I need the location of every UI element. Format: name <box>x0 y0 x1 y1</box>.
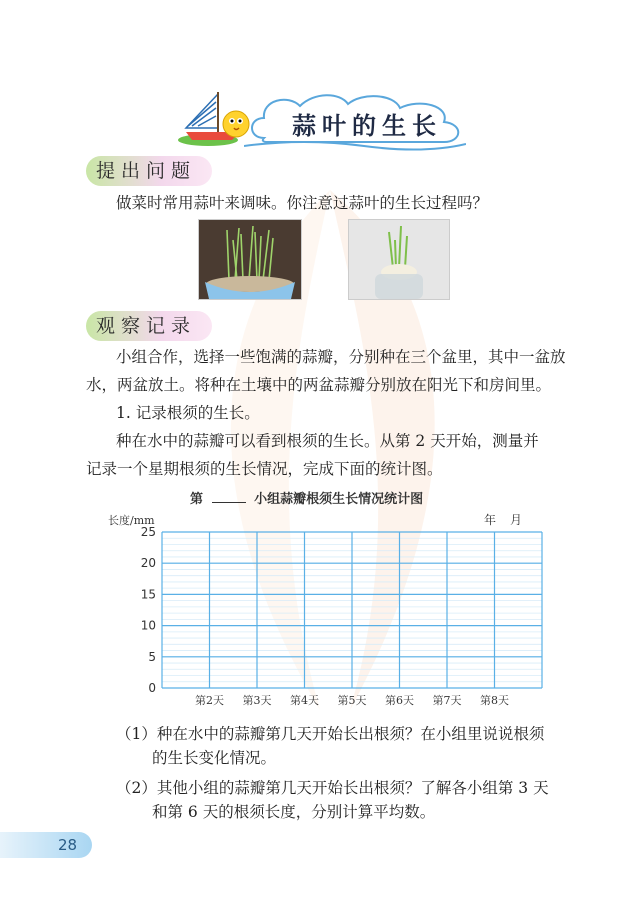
section-label-text: 提出问题 <box>96 160 197 182</box>
x-tick-label: 第8天 <box>480 694 509 707</box>
question-2-line-1: （2）其他小组的蒜瓣第几天开始长出根须？了解各小组第 3 天 <box>116 779 549 797</box>
photo-garlic-in-water <box>348 219 450 300</box>
x-tick-label: 第3天 <box>242 694 272 707</box>
y-tick-label: 10 <box>140 618 156 633</box>
date-year-label: 年 <box>484 513 497 527</box>
y-tick-label: 5 <box>148 649 156 664</box>
page-title: 蒜叶的生长 <box>292 112 442 140</box>
question-1-line-1: （1）种在水中的蒜瓣第几天开始长出根须？在小组里说说根须 <box>116 725 545 743</box>
y-tick-label: 25 <box>140 525 156 539</box>
x-tick-label: 第4天 <box>290 694 319 707</box>
intro-text: 做菜时常用蒜叶来调味。你注意过蒜叶的生长过程吗？ <box>116 194 489 212</box>
x-tick-label: 第5天 <box>337 694 367 707</box>
group-number-blank[interactable] <box>212 502 246 503</box>
y-tick-label: 20 <box>140 556 156 571</box>
date-month-label: 月 <box>510 513 523 527</box>
paragraph-1-line-1: 小组合作，选择一些饱满的蒜瓣，分别种在三个盆里，其中一盆放 <box>116 348 566 366</box>
photo-garlic-in-soil <box>198 219 302 300</box>
question-2-line-2: 和第 6 天的根须长度，分别计算平均数。 <box>152 803 436 821</box>
section-label-observe-record <box>86 311 226 341</box>
paragraph-2-line-2: 记录一个星期根须的生长情况，完成下面的统计图。 <box>86 460 443 478</box>
x-tick-label: 第6天 <box>385 694 414 707</box>
page-number-tab <box>0 832 92 858</box>
x-tick-label: 第7天 <box>432 694 462 707</box>
y-axis-label: 长度/mm <box>108 514 155 527</box>
section-label-raise-question <box>86 156 226 186</box>
y-tick-label: 15 <box>140 587 156 602</box>
x-tick-label: 第2天 <box>195 694 224 707</box>
item-1-heading: 1. 记录根须的生长。 <box>116 404 260 422</box>
page-number: 28 <box>58 836 78 854</box>
chart-title <box>190 488 423 507</box>
root-growth-chart <box>100 510 550 710</box>
paragraph-1-line-2: 水，两盆放土。将种在土壤中的两盆蒜瓣分别放在阳光下和房间里。 <box>86 376 552 394</box>
section-label-text: 观察记录 <box>96 315 197 337</box>
chart-title-suffix: 小组蒜瓣根须生长情况统计图 <box>254 492 424 507</box>
chart-title-prefix: 第 <box>190 492 204 507</box>
y-tick-label: 0 <box>148 681 156 695</box>
question-1-line-2: 的生长变化情况。 <box>152 749 277 767</box>
paragraph-2-line-1: 种在水中的蒜瓣可以看到根须的生长。从第 2 天开始，测量并 <box>116 432 539 450</box>
